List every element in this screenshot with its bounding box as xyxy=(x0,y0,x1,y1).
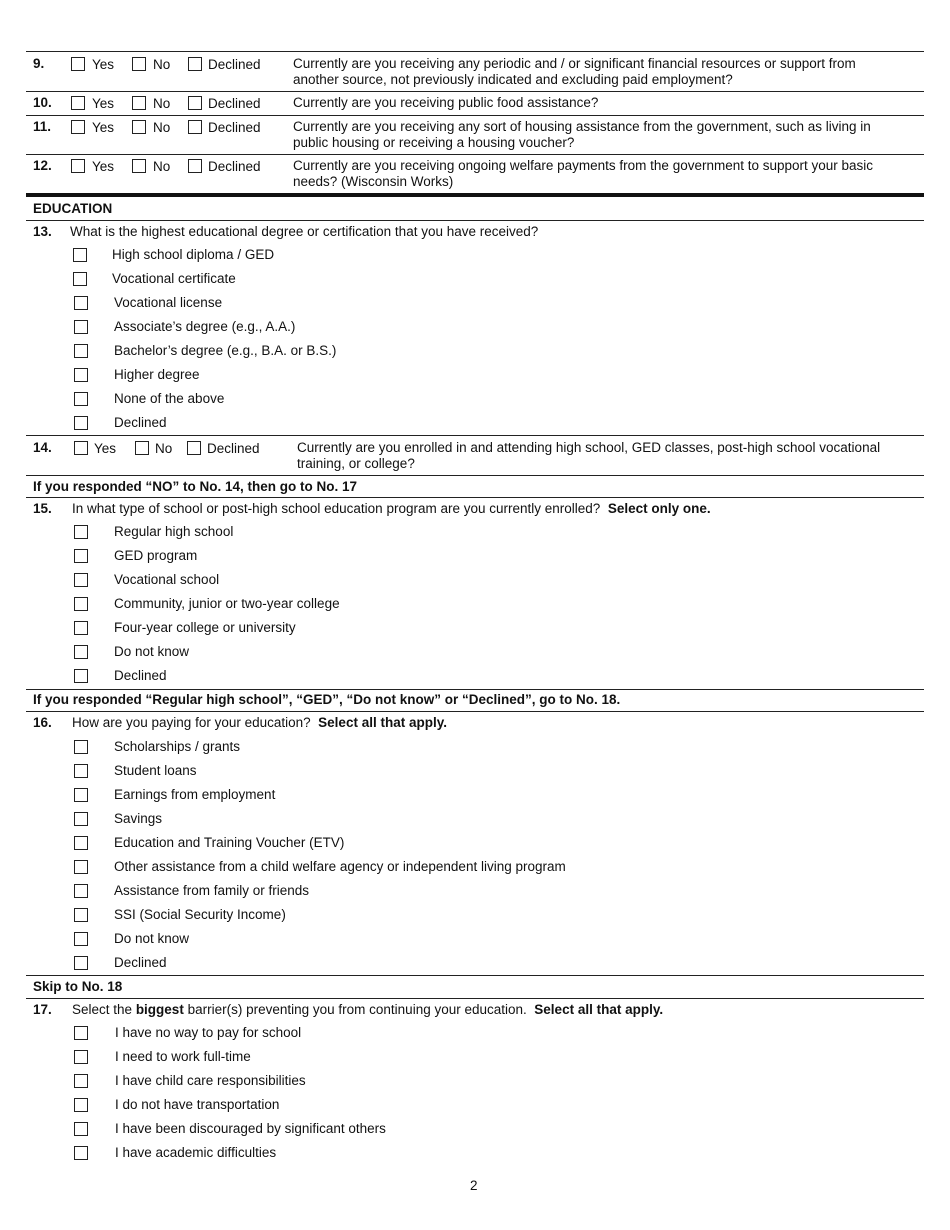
q12-declined-label: Declined xyxy=(208,159,261,174)
q11-declined-checkbox[interactable] xyxy=(188,120,202,134)
q17-option-checkbox[interactable] xyxy=(74,1050,88,1064)
q13-option-checkbox[interactable] xyxy=(73,248,87,262)
q13-option-checkbox[interactable] xyxy=(74,416,88,430)
q16-option-checkbox[interactable] xyxy=(74,740,88,754)
instruction-skip: Skip to No. 18 xyxy=(33,979,123,994)
section-divider xyxy=(26,193,924,197)
instruction-q14: If you responded “NO” to No. 14, then go to No. 17 xyxy=(33,479,358,494)
divider xyxy=(26,998,924,999)
q14-declined-label: Declined xyxy=(207,441,260,456)
q13-option-checkbox[interactable] xyxy=(73,272,87,286)
q15-option-label: GED program xyxy=(114,548,198,563)
question-11-text: Currently are you receiving any sort of housing assistance from the government, such as living in public housing or receiving a housing voucher? xyxy=(293,119,871,150)
q13-option-label: Associate’s degree (e.g., A.A.) xyxy=(114,319,296,334)
q17-option-checkbox[interactable] xyxy=(74,1026,88,1040)
q17-option-checkbox[interactable] xyxy=(74,1074,88,1088)
q17-option-label: I do not have transportation xyxy=(115,1097,280,1112)
q12-no-checkbox[interactable] xyxy=(132,159,146,173)
q15-option-checkbox[interactable] xyxy=(74,645,88,659)
q13-option-checkbox[interactable] xyxy=(74,296,88,310)
q13-option-label: Higher degree xyxy=(114,367,200,382)
q15-option-checkbox[interactable] xyxy=(74,573,88,587)
q13-option-label: Bachelor’s degree (e.g., B.A. or B.S.) xyxy=(114,343,337,358)
q12-no-label: No xyxy=(153,159,171,174)
q15-option-checkbox[interactable] xyxy=(74,669,88,683)
q14-no-label: No xyxy=(155,441,173,456)
divider xyxy=(26,497,924,498)
question-17-text-emphasis: biggest xyxy=(135,1002,184,1017)
q10-yes-checkbox[interactable] xyxy=(71,96,85,110)
question-17-text xyxy=(72,1002,663,1018)
q16-option-label: Savings xyxy=(114,811,163,826)
q16-option-label: Earnings from employment xyxy=(114,787,276,802)
q16-option-label: Do not know xyxy=(114,931,190,946)
divider xyxy=(26,91,924,92)
question-11-number: 11. xyxy=(33,119,52,134)
q16-option-checkbox[interactable] xyxy=(74,932,88,946)
q9-declined-checkbox[interactable] xyxy=(188,57,202,71)
divider xyxy=(26,115,924,116)
question-10-text: Currently are you receiving public food assistance? xyxy=(293,95,599,110)
q15-option-label: Declined xyxy=(114,668,167,683)
question-15-instruction: Select only one. xyxy=(607,501,711,516)
question-14-text: Currently are you enrolled in and attending high school, GED classes, post-high school vocational training, or college? xyxy=(297,440,881,471)
q11-yes-label: Yes xyxy=(92,120,115,135)
q17-option-label: I have been discouraged by significant others xyxy=(115,1121,386,1136)
q15-option-label: Vocational school xyxy=(114,572,220,587)
question-9-number: 9. xyxy=(33,56,45,71)
q17-option-checkbox[interactable] xyxy=(74,1146,88,1160)
q16-option-checkbox[interactable] xyxy=(74,836,88,850)
q14-yes-checkbox[interactable] xyxy=(74,441,88,455)
question-12-text: Currently are you receiving ongoing welfare payments from the government to support your basic needs? (Wisconsin Works) xyxy=(293,158,874,189)
q15-option-checkbox[interactable] xyxy=(74,621,88,635)
question-12-number: 12. xyxy=(33,158,52,173)
divider xyxy=(26,475,924,476)
question-10-number: 10. xyxy=(33,95,52,110)
question-16-number: 16. xyxy=(33,715,52,730)
instruction-q15: If you responded “Regular high school”, “GED”, “Do not know” or “Declined”, go to No. 18. xyxy=(33,692,621,707)
q13-option-label: Vocational certificate xyxy=(112,271,236,286)
q16-option-label: Education and Training Voucher (ETV) xyxy=(114,835,345,850)
q12-yes-checkbox[interactable] xyxy=(71,159,85,173)
q16-option-label: Declined xyxy=(114,955,167,970)
question-14-number: 14. xyxy=(33,440,52,455)
question-9-text: Currently are you receiving any periodic and / or significant financial resources or support from another source, not previously indicated and excluding paid employment? xyxy=(293,56,856,87)
divider xyxy=(26,689,924,690)
question-17-instruction: Select all that apply. xyxy=(534,1002,664,1017)
question-16-text-main: How are you paying for your education? xyxy=(72,715,311,730)
question-15-number: 15. xyxy=(33,501,52,516)
q9-no-checkbox[interactable] xyxy=(132,57,146,71)
q17-option-label: I need to work full-time xyxy=(115,1049,251,1064)
q16-option-label: Other assistance from a child welfare agency or independent living program xyxy=(114,859,566,874)
q16-option-label: Student loans xyxy=(114,763,197,778)
q17-option-label: I have academic difficulties xyxy=(115,1145,277,1160)
q17-option-checkbox[interactable] xyxy=(74,1122,88,1136)
question-16-instruction: Select all that apply. xyxy=(318,715,447,730)
q16-option-checkbox[interactable] xyxy=(74,956,88,970)
q10-yes-label: Yes xyxy=(92,96,115,111)
q15-option-label: Regular high school xyxy=(114,524,234,539)
q17-option-checkbox[interactable] xyxy=(74,1098,88,1112)
q13-option-checkbox[interactable] xyxy=(74,392,88,406)
q16-option-checkbox[interactable] xyxy=(74,788,88,802)
q16-option-checkbox[interactable] xyxy=(74,908,88,922)
q16-option-checkbox[interactable] xyxy=(74,884,88,898)
divider xyxy=(26,435,924,436)
q11-no-label: No xyxy=(153,120,171,135)
q11-declined-label: Declined xyxy=(208,120,261,135)
q13-option-label: None of the above xyxy=(114,391,225,406)
q16-option-label: Assistance from family or friends xyxy=(114,883,310,898)
q16-option-checkbox[interactable] xyxy=(74,764,88,778)
divider xyxy=(26,220,924,221)
divider xyxy=(26,154,924,155)
q11-yes-checkbox[interactable] xyxy=(71,120,85,134)
divider xyxy=(26,975,924,976)
q13-option-label: Declined xyxy=(114,415,167,430)
q15-option-label: Do not know xyxy=(114,644,190,659)
q16-option-checkbox[interactable] xyxy=(74,812,88,826)
question-15-text xyxy=(72,501,711,517)
q9-yes-checkbox[interactable] xyxy=(71,57,85,71)
question-13-number: 13. xyxy=(33,224,52,239)
q14-yes-label: Yes xyxy=(94,441,117,456)
q10-no-label: No xyxy=(153,96,171,111)
q9-yes-label: Yes xyxy=(92,57,115,72)
q13-option-checkbox[interactable] xyxy=(74,368,88,382)
question-15-text-main: In what type of school or post-high school education program are you currently enrolled? xyxy=(72,501,601,516)
q11-no-checkbox[interactable] xyxy=(132,120,146,134)
page-number: 2 xyxy=(470,1178,478,1193)
q12-declined-checkbox[interactable] xyxy=(188,159,202,173)
q13-option-label: Vocational license xyxy=(114,295,223,310)
question-17-text-pre: Select the xyxy=(72,1002,133,1017)
q9-declined-label: Declined xyxy=(208,57,261,72)
question-16-text xyxy=(72,715,447,731)
q9-no-label: No xyxy=(153,57,171,72)
q16-option-checkbox[interactable] xyxy=(74,860,88,874)
divider xyxy=(26,711,924,712)
q17-option-label: I have no way to pay for school xyxy=(115,1025,302,1040)
question-17-number: 17. xyxy=(33,1002,52,1017)
q10-no-checkbox[interactable] xyxy=(132,96,146,110)
q10-declined-checkbox[interactable] xyxy=(188,96,202,110)
q15-option-checkbox[interactable] xyxy=(74,525,88,539)
q13-option-label: High school diploma / GED xyxy=(112,247,275,262)
section-title-education: EDUCATION xyxy=(33,201,113,216)
q13-option-checkbox[interactable] xyxy=(74,320,88,334)
q16-option-label: SSI (Social Security Income) xyxy=(114,907,286,922)
q13-option-checkbox[interactable] xyxy=(74,344,88,358)
q12-yes-label: Yes xyxy=(92,159,115,174)
q14-no-checkbox[interactable] xyxy=(135,441,149,455)
q14-declined-checkbox[interactable] xyxy=(187,441,201,455)
q15-option-label: Community, junior or two-year college xyxy=(114,596,340,611)
question-13-text: What is the highest educational degree or certification that you have received? xyxy=(70,224,539,239)
q15-option-label: Four-year college or university xyxy=(114,620,296,635)
question-17-text-post: barrier(s) preventing you from continuing your education. xyxy=(187,1002,527,1017)
q15-option-checkbox[interactable] xyxy=(74,597,88,611)
q15-option-checkbox[interactable] xyxy=(74,549,88,563)
divider xyxy=(26,51,924,52)
q17-option-label: I have child care responsibilities xyxy=(115,1073,306,1088)
q10-declined-label: Declined xyxy=(208,96,261,111)
q16-option-label: Scholarships / grants xyxy=(114,739,241,754)
